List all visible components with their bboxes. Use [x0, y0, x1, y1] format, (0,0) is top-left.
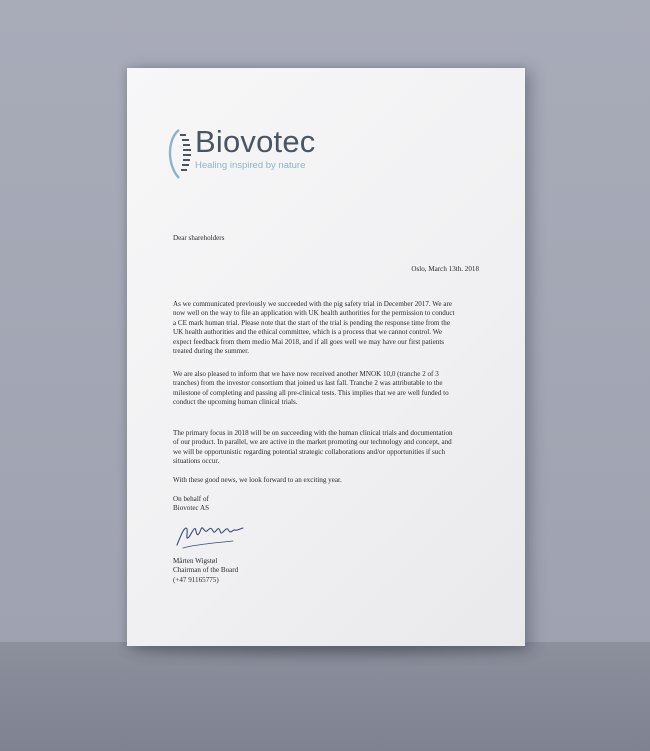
signer-name: Mårten Wigstøl	[173, 557, 218, 565]
text-line: a CE mark human trial. Please note that the start of the trial is pending the response time from the	[173, 318, 450, 327]
text-line: milestone of completing and passing all pre-clinical tests. This implies that we are well funded to	[173, 388, 449, 397]
text-line: treated during the summer.	[173, 347, 250, 356]
text-line: We are also pleased to inform that we have now received another MNOK 10,0 (tranche 2 of 3	[173, 370, 439, 378]
text-line: The primary focus in 2018 will be on succeeding with the human clinical trials and documentation	[173, 429, 453, 437]
text-line: expect feedback from them medio Mai 2018, and if all goes well we may have our first patients	[173, 337, 445, 346]
logo-name: Biovotec	[195, 124, 316, 159]
text-line: Biovotec AS	[173, 504, 210, 513]
text-line: As we communicated previously we succeeded with the pig safety trial in December 2017. We are	[173, 300, 453, 308]
floor	[0, 642, 650, 751]
signer-phone: (+47 91165775)	[173, 575, 219, 584]
handwritten-signature	[173, 515, 255, 553]
signer-title: Chairman of the Board	[173, 566, 239, 575]
on-behalf-block	[173, 495, 479, 514]
letter-page	[127, 68, 525, 646]
logo-mark-icon	[165, 126, 195, 182]
text-line: On behalf of	[173, 495, 209, 503]
company-logo	[165, 126, 325, 188]
paragraph-closing	[173, 476, 479, 485]
greeting: Dear shareholders	[173, 234, 225, 242]
text-line: With these good news, we look forward to an exciting year.	[173, 476, 342, 484]
paragraph-focus	[173, 429, 479, 467]
text-line: situations occur.	[173, 457, 220, 466]
text-line: we will be opportunistic regarding potential strategic collaborations and/or opportunities if such	[173, 447, 446, 456]
signer-block	[173, 557, 479, 585]
text-line: of our product. In parallel, we are active in the market promoting our technology and concept, and	[173, 438, 452, 447]
text-line: tranches) from the investor consortium that joined us last fall. Tranche 2 was attributable to the	[173, 379, 443, 388]
paragraph-trial-status	[173, 300, 479, 356]
text-line: conduct the upcoming human clinical trials.	[173, 398, 298, 407]
letter-date: Oslo, March 13th. 2018	[411, 265, 479, 273]
text-line: UK health authorities and the ethical committee, which is a process that we cannot control. We	[173, 328, 442, 337]
logo-tagline: Healing inspired by nature	[195, 160, 306, 171]
text-line: now well on the way to file an application with UK health authorities for the permission to conduct	[173, 309, 455, 318]
paragraph-funding	[173, 370, 479, 408]
